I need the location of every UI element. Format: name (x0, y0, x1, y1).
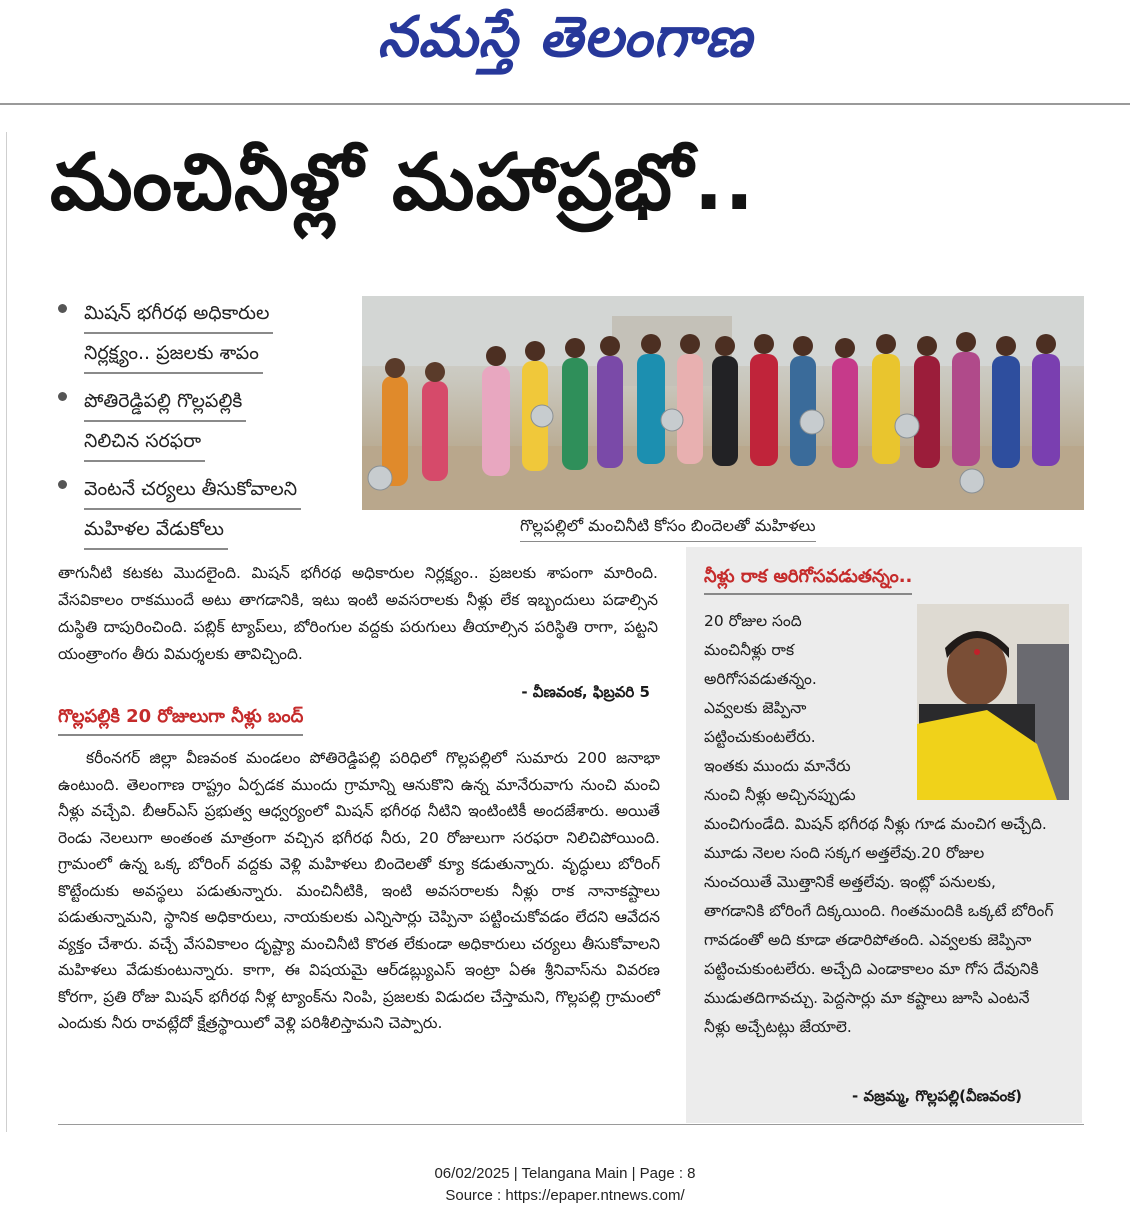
bullet-dot-icon (58, 304, 67, 313)
bullet-dot-icon (58, 392, 67, 401)
section-subheading: గొల్లపల్లికి 20 రోజులుగా నీళ్లు బంద్ (58, 706, 303, 736)
quote-attribution: - వజ్రమ్మ, గొల్లపల్లి(వీణవంక) (852, 1087, 1022, 1105)
quote-continuation: మంచిగుండేది. మిషన్ భగీరథ నీళ్లు గూడ మంచిగ అచ్చేది. మూడు నెలల సంది సక్కగ అత్తలేవు.20 రోజుల నుంచయితే మొత్తానికే అత్తలేవు. ఇంట్లో పనులకు, తాగడానికి బోరింగే దిక్కయింది. గింతమందికి ఒక్కటే బోరింగ్ గావడంతో అది కూడా తడారిపోతంది. ఎవ్వలకు జెప్పినా పట్టించుకుంటలేరు. అచ్చేది ఎండాకాలం మా గోస దేవునికి ముడుతదిగావచ్చు. పెద్దసార్లు మా కష్టాలు జూసి ఎంటనే నీళ్లు అచ్చేటట్లు జేయాలె. (704, 815, 1054, 1036)
bullet-line: మిషన్ భగీరథ అధికారుల (84, 294, 273, 334)
bullet-line: మహిళల వేడుకోలు (84, 510, 228, 550)
news-photo (362, 296, 1084, 510)
quote-line: పట్టించుకుంటలేరు. (704, 728, 816, 746)
footer-source-link[interactable]: Source : https://epaper.ntnews.com/ (445, 1187, 685, 1204)
dateline: - వీణవంక, ఫిబ్రవరి 5 (521, 683, 650, 701)
bullet-item (58, 470, 358, 550)
intro-paragraph: తాగునీటి కటకట మొదలైంది. మిషన్ భగీరథ అధికారుల నిర్లక్ష్యం.. ప్రజలకు శాపంగా మారింది. వేసవికాలం రాకముందే అటు తాగడానికి, ఇటు ఇంటి అవసరాలకు నీళ్లు లేక ఇబ్బందులు పడాల్సిన దుస్థితి దాపురించింది. పబ్లిక్ ట్యాప్‌లు, బోరింగుల వద్దకు పరుగులు తీయాల్సిన పరిస్థితి రాగా, పట్టని యంత్రాంగం తీరు విమర్శలకు తావిచ్చింది. (58, 564, 658, 663)
footer-date-page: 06/02/2025 | Telangana Main | Page : 8 (434, 1165, 696, 1182)
photo-caption: గొల్లపల్లిలో మంచినీటి కోసం బిందెలతో మహిళలు (520, 516, 816, 542)
masthead-logo: నమస్తే తెలంగాణ (377, 4, 753, 70)
quote-line: ఇంతకు ముందు మానేరు (704, 757, 851, 775)
bullet-item (58, 294, 358, 374)
quote-text (704, 607, 1056, 1042)
bullet-line: వెంటనే చర్యలు తీసుకోవాలని (84, 470, 301, 510)
bottom-divider (58, 1124, 1084, 1125)
page-footer (0, 1163, 1130, 1207)
masthead (0, 0, 1130, 104)
quote-line: ఎవ్వలకు జెప్పినా (704, 699, 807, 717)
quote-line: అరిగోసవడుతన్నం. (704, 670, 817, 688)
bullet-item (58, 382, 358, 462)
article-body (58, 745, 660, 1037)
women-with-pots-illustration (362, 296, 1084, 510)
bullet-line: నిలిచిన సరఫరా (84, 422, 205, 462)
quote-line: నుంచి నీళ్లు అచ్చినప్పుడు (704, 786, 856, 804)
left-margin-rule (0, 132, 7, 1132)
headline: మంచినీళ్లో మహాప్రభో.. (50, 138, 756, 228)
bullet-dot-icon (58, 480, 67, 489)
bullet-line: పోతిరెడ్డిపల్లి గొల్లపల్లికి (84, 382, 246, 422)
quote-line: మంచినీళ్లు రాక (704, 641, 795, 659)
body-paragraph: కరీంనగర్ జిల్లా వీణవంక మండలం పోతిరెడ్డిపల్లి పరిధిలో గొల్లపల్లిలో సుమారు 200 జనాభా ఉంటుంది. తెలంగాణ రాష్ట్రం ఏర్పడక ముందు గ్రామాన్ని ఆనుకొని ఉన్న మానేరువాగు నుంచి మంచి నీళ్లు వచ్చేవి. బీఆర్‌ఎస్ ప్రభుత్వ ఆధ్వర్యంలో మిషన్ భగీరథ నీటిని ఇంటింటికీ అందజేశారు. అయితే రెండు నెలలుగా అంతంత మాత్రంగా వచ్చిన భగీరథ నీరు, 20 రోజులుగా సరఫరా నిలిచిపోయింది. గ్రామంలో ఉన్న ఒక్క బోరింగ్ వద్దకు వెళ్లి మహిళలు బిందెలతో క్యూ కడుతున్నారు. వృద్ధులు బోరింగ్ కొట్టేందుకు అవస్థలు పడుతున్నారు. మంచినీటికి, ఇంటి అవసరాలకు నీళ్లు రాక నానాకష్టాలు పడుతున్నామని, స్థానిక అధికారులు, నాయకులకు ఎన్నిసార్లు చెప్పినా పట్టించుకోవడం లేదని ఆవేదన వ్యక్తం చేశారు. వచ్చే వేసవికాలం దృష్ట్యా మంచినీటి కొరత లేకుండా అధికారులు చర్యలు తీసుకోవాలని మహిళలు వేడుకుంటున్నారు. కాగా, ఈ విషయమై ఆర్‌డబ్ల్యుఎస్ ఇంట్రా ఏఈ శ్రీనివాస్‌ను వివరణ కోరగా, ప్రతి రోజు మిషన్ భగీరథ నీళ్ల ట్యాంక్‌ను నింపి, ప్రజలకు విడుదల చేస్తామని, గొల్లపల్లి గ్రామంలో ఎందుకు నీరు రావట్లేదో క్షేత్రస్థాయిలో వెళ్లి పరిశీలిస్తామని చెప్పారు. (58, 749, 660, 1032)
bullet-list (58, 294, 358, 558)
quote-line: 20 రోజుల సంది (704, 612, 802, 630)
sidebar-title: నీళ్లు రాక అరిగోసవడుతన్నం.. (704, 566, 912, 595)
masthead-divider (0, 103, 1130, 105)
bullet-line: నిర్లక్ష్యం.. ప్రజలకు శాపం (84, 334, 263, 374)
